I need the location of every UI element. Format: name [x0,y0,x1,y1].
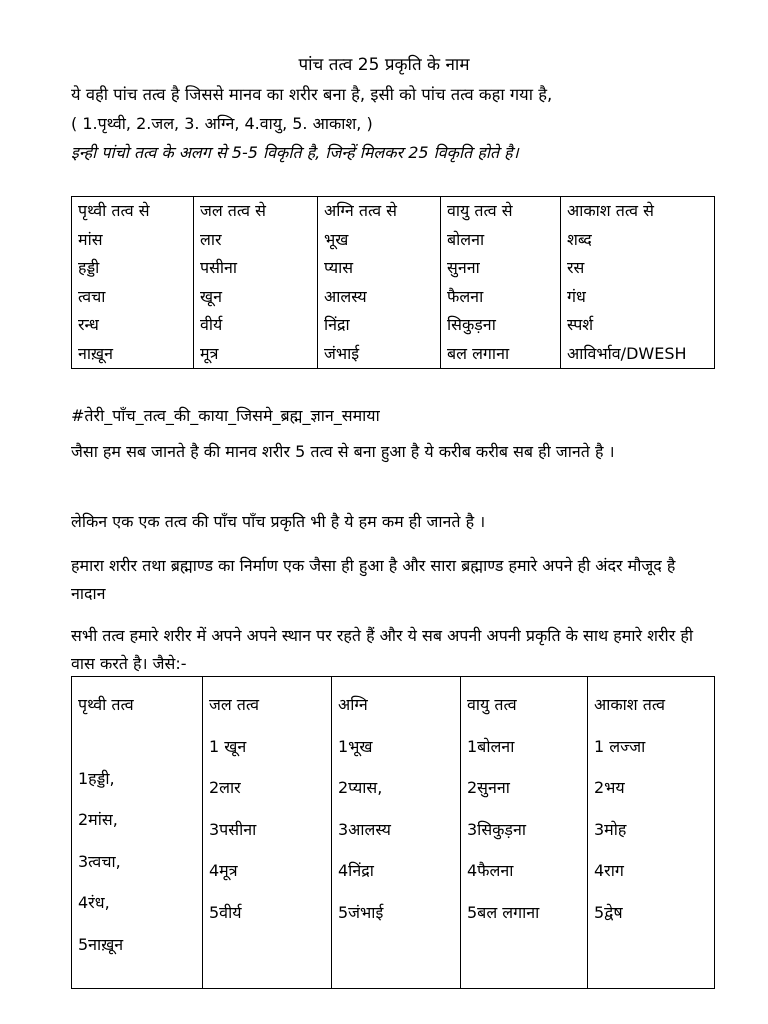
elements-table [71,196,715,369]
table-cell-water [203,677,332,989]
column-header: जल तत्व [209,695,260,714]
list-item: खून [200,286,222,306]
list-item: 4निंद्रा [338,861,374,880]
table-cell-air [441,197,561,369]
elements-list-table [71,676,715,989]
list-item: 2मांस, [78,810,118,829]
intro-line-3: इन्ही पांचो तत्व के अलग से 5-5 विकृति है, जिन्हें मिलकर 25 विकृति होते है। [71,143,519,162]
list-item: रस [567,258,585,277]
list-item: आलस्य [324,286,367,306]
list-item: 1हड्डी, [78,768,115,788]
column-header: अग्नि [338,695,368,714]
column-header: वायु तत्व [467,695,517,714]
list-item: स्पर्श [567,315,594,334]
hashtag-heading: #तेरी_पाँच_तत्व_की_काया_जिसमे_ब्रह्म_ज्ञान_समाया [71,406,380,425]
list-item: हड्डी [78,258,100,277]
paragraph-3: हमारा शरीर तथा ब्रह्माण्ड का निर्माण एक जैसा ही हुआ है और सारा ब्रह्माण्ड हमारे अपने ही अंदर मौजूद है नादान [71,556,676,603]
table-row [72,197,715,369]
list-item: 1 लज्जा [594,736,646,756]
list-item: सुनना [447,258,480,277]
list-item: बल लगाना [447,343,510,363]
table-cell-air [461,677,588,989]
list-item: 1 खून [209,736,247,756]
list-item: 3मोह [594,819,627,839]
intro-line-1: ये वही पांच तत्व है जिससे मानव का शरीर बना है, इसी को पांच तत्व कहा गया है, [71,85,553,104]
column-header: आकाश तत्व से [567,201,654,220]
column-header: अग्नि तत्व से [324,201,397,220]
list-item: 5द्वेष [594,902,623,922]
table-cell-space [561,197,715,369]
list-item: जंभाई [324,343,360,363]
paragraph-1: जैसा हम सब जानते है की मानव शरीर 5 तत्व से बना हुआ है ये करीब करीब सब ही जानते है । [71,442,615,461]
list-item: 4राग [594,861,624,880]
table-cell-earth [72,677,203,989]
paragraph-2: लेकिन एक एक तत्व की पाँच पाँच प्रकृति भी है ये हम कम ही जानते है । [71,512,486,531]
list-item: निंद्रा [324,315,350,334]
list-item: बोलना [447,229,485,249]
list-item: भूख [324,229,349,249]
paragraph-4: सभी तत्व हमारे शरीर में अपने अपने स्थान पर रहते हैं और ये सब अपनी अपनी प्रकृति के साथ हमारे शरीर ही वास करते है। जैसे:- [71,626,693,673]
list-item: त्वचा [78,286,106,306]
column-header: आकाश तत्व [594,695,666,714]
list-item: वीर्य [200,315,223,334]
list-item: 3पसीना [209,819,257,839]
list-item: प्यास [324,258,354,277]
table-row [72,677,715,989]
table-cell-earth [72,197,194,369]
list-item: 4मूत्र [209,861,238,880]
intro-line-2: ( 1.पृथ्वी, 2.जल, 3. अग्नि, 4.वायु, 5. आकाश, ) [71,114,373,133]
column-header: पृथ्वी तत्व [78,695,134,714]
list-item: 5वीर्य [209,902,242,922]
list-item: पसीना [200,258,238,277]
list-item: गंध [567,286,586,306]
list-item: मूत्र [200,343,219,363]
column-header: पृथ्वी तत्व से [78,201,150,220]
table-cell-fire [318,197,441,369]
list-item [78,737,202,757]
list-item: शब्द [567,229,592,249]
list-item: 5जंभाई [338,902,384,922]
table-cell-fire [332,677,461,989]
list-item: 5बल लगाना [467,902,540,922]
list-item: लार [200,229,222,249]
list-item: 4रंध, [78,893,110,912]
list-item: 1भूख [338,736,373,756]
list-item: 4फैलना [467,861,514,880]
list-item: 3सिकुड़ना [467,819,527,839]
list-item: 2प्यास, [338,778,383,797]
list-item: 2भय [594,778,625,797]
column-header: जल तत्व से [200,201,266,220]
list-item: मांस [78,229,103,249]
column-header: वायु तत्व से [447,201,513,220]
list-item: फैलना [447,286,484,306]
list-item: 3त्वचा, [78,851,121,871]
page-title: पांच तत्व 25 प्रकृति के नाम [298,55,470,75]
table-cell-water [194,197,318,369]
list-item: आविर्भाव/DWESH [567,343,687,363]
list-item: 1बोलना [467,736,515,756]
list-item: 2सुनना [467,778,510,797]
table-cell-space [588,677,715,989]
list-item: नाख़ून [78,343,113,363]
list-item: 5नाख़ून [78,934,124,954]
list-item: रन्ध [78,315,99,334]
list-item: 3आलस्य [338,819,391,839]
list-item: 2लार [209,778,241,797]
list-item: सिकुड़ना [447,315,496,334]
